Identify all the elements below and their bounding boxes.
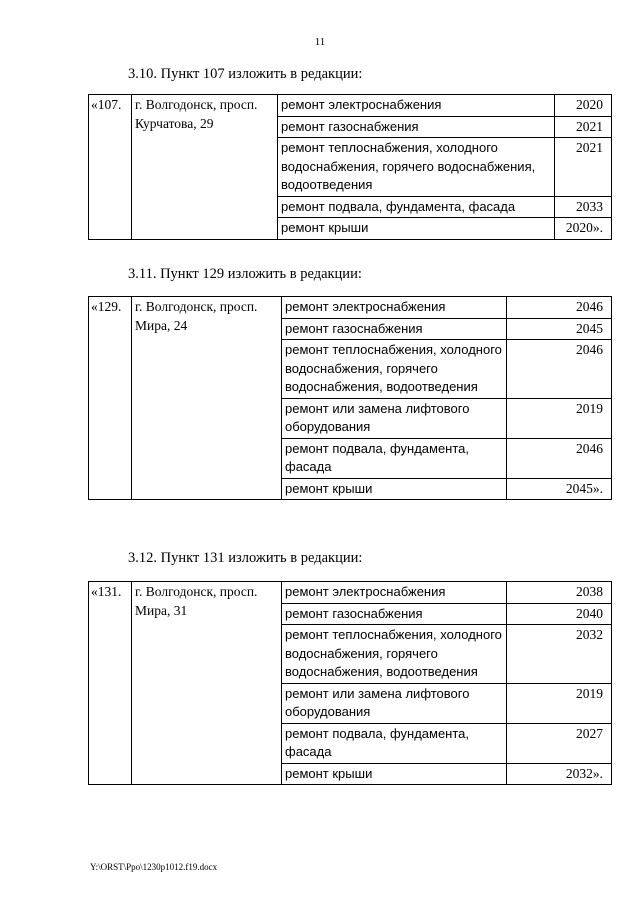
address-cell: г. Волгодонск, просп. Мира, 31 xyxy=(132,582,282,785)
address-cell: г. Волгодонск, просп. Курчатова, 29 xyxy=(132,95,278,240)
items-table-107 xyxy=(88,94,612,240)
table-row xyxy=(89,95,612,117)
work-cell: ремонт подвала, фундамента, фасада xyxy=(282,438,507,478)
work-cell: ремонт или замена лифтового оборудования xyxy=(282,398,507,438)
work-cell: ремонт крыши xyxy=(278,218,555,240)
work-cell: ремонт газоснабжения xyxy=(282,603,507,625)
year-cell: 2020 xyxy=(555,95,612,117)
items-table-131 xyxy=(88,581,612,785)
footer-file-path: Y:\ORST\Ppo\1230p1012.f19.docx xyxy=(90,862,218,872)
work-cell: ремонт теплоснабжения, холодного водоснабжения, горячего водоснабжения, водоотведения xyxy=(282,625,507,684)
year-cell: 2045». xyxy=(507,478,612,500)
work-cell: ремонт или замена лифтового оборудования xyxy=(282,683,507,723)
year-cell: 2046 xyxy=(507,438,612,478)
table-row xyxy=(89,582,612,604)
item-number: «107. xyxy=(89,95,132,240)
work-cell: ремонт электроснабжения xyxy=(278,95,555,117)
year-cell: 2021 xyxy=(555,138,612,197)
year-cell: 2045 xyxy=(507,318,612,340)
item-number: «131. xyxy=(89,582,132,785)
year-cell: 2046 xyxy=(507,340,612,399)
year-cell: 2021 xyxy=(555,116,612,138)
section-heading-3-10: 3.10. Пункт 107 изложить в редакции: xyxy=(128,66,363,82)
work-cell: ремонт теплоснабжения, холодного водоснабжения, горячего водоснабжения, водоотведения xyxy=(278,138,555,197)
year-cell: 2019 xyxy=(507,398,612,438)
address-cell: г. Волгодонск, просп. Мира, 24 xyxy=(132,297,282,500)
items-table-129 xyxy=(88,296,612,500)
work-cell: ремонт крыши xyxy=(282,763,507,785)
year-cell: 2032». xyxy=(507,763,612,785)
section-heading-3-11: 3.11. Пункт 129 изложить в редакции: xyxy=(128,266,362,282)
work-cell: ремонт подвала, фундамента, фасада xyxy=(278,196,555,218)
year-cell: 2038 xyxy=(507,582,612,604)
year-cell: 2019 xyxy=(507,683,612,723)
year-cell: 2046 xyxy=(507,297,612,319)
table-row xyxy=(89,297,612,319)
work-cell: ремонт подвала, фундамента, фасада xyxy=(282,723,507,763)
year-cell: 2033 xyxy=(555,196,612,218)
work-cell: ремонт электроснабжения xyxy=(282,582,507,604)
year-cell: 2040 xyxy=(507,603,612,625)
year-cell: 2027 xyxy=(507,723,612,763)
work-cell: ремонт теплоснабжения, холодного водоснабжения, горячего водоснабжения, водоотведения xyxy=(282,340,507,399)
work-cell: ремонт газоснабжения xyxy=(282,318,507,340)
work-cell: ремонт электроснабжения xyxy=(282,297,507,319)
work-cell: ремонт крыши xyxy=(282,478,507,500)
year-cell: 2020». xyxy=(555,218,612,240)
page-number: 11 xyxy=(314,36,326,48)
item-number: «129. xyxy=(89,297,132,500)
section-heading-3-12: 3.12. Пункт 131 изложить в редакции: xyxy=(128,550,363,566)
work-cell: ремонт газоснабжения xyxy=(278,116,555,138)
year-cell: 2032 xyxy=(507,625,612,684)
